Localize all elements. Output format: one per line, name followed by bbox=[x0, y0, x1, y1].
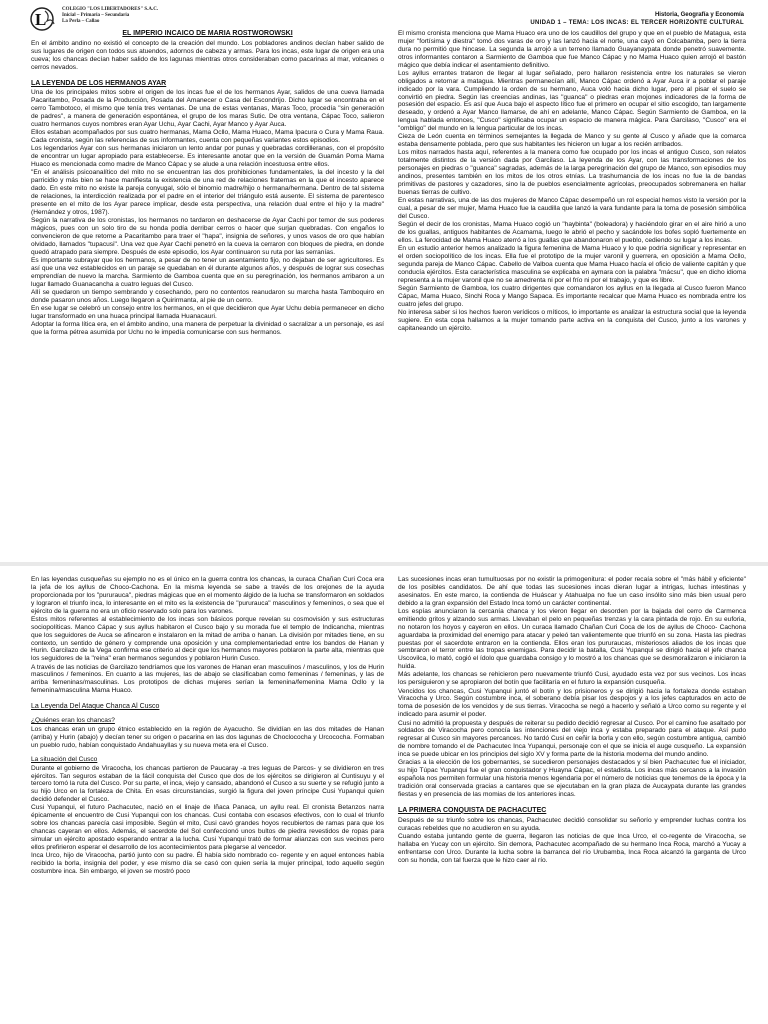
paragraph: "En el análisis psicoanalítico del mito no se encuentran las dos prohibiciones fundamentales, la del incesto y la del parricidio y más bien se hace manifiesta la existencia de una red de relaciones fraternas en la que el incesto aparece dado. En este mito no existe la pareja conyugal, sólo el binomio madre/hijo o hermana/hermana. Dentro de tal sistema de relaciones, la interdicción realizada por el padre en el interior del triángulo está ausente. El sistema de parentesco presente en el mito de los Ayar parece implicar, desde esta perspectiva, una relación dual entre el hijo y la madre" (Hernández y otros, 1987). bbox=[31, 169, 384, 216]
paragraph: A través de las noticias de Garcilazo tendríamos que los varones de Hanan eran masculinos / masculinos, y los de Hurin masculinos / femeninos. En cuanto a las mujeres, las de abajo se clasificaban como femeninas / femeninas, y las de arriba femeninas/masculinas. Los prototipos de dichas mujeres serían la femenina/femenina Mama Ocllo y la femenina/masculina Mama Huaco. bbox=[31, 663, 384, 695]
paragraph: Cusi Yupanqui, el futuro Pachacutec, nació en el linaje de Iñaca Panaca, un ayllu real. El cronista Betanzos narra épicamente el encuentro de Cusi Yupanqui con los chancas. Cusi contaba con escasos efectivos, con lo cual el triunfo sobre los chancas parecía casi imposible. Según el mito, Cusi cavó grandes hoyos recubiertos de ramas para que los chancas cayeran en ellos. Además, el sacerdote del Sol confeccionó unos bultos de piedra revestidos de ropas para simular un ejército apostado esperando entrar a la lucha. Cusi Yupanqui trató de formar alianzas con sus vecinos pero ellos prefirieron esperar el desarrollo de los acontecimientos para plegarse al vencedor. bbox=[31, 804, 384, 851]
unit-label: UNIDAD 1 – TEMA: LOS INCAS: EL TERCER HORIZONTE CULTURAL bbox=[530, 20, 744, 26]
document-title: EL IMPERIO INCAICO DE MARIA ROSTWOROWSKI bbox=[122, 30, 293, 37]
paragraph: Los mitos narrados hasta aquí, referentes a la manera como fue ocupado por los incas el antiguo Cusco, son relatos totalmente distintos de la versión dada por Garcilaso. La leyenda de los Ayar, con las transformaciones de los personajes en piedras o "guanca" sagradas, además de la larga peregrinación del grupo de Manco, son episodios muy andinos, presentes también en los mitos de los otros etnías. La trashumancia de los incas no fue la de bandas primitivas de pastores y cazadores, sino la de pueblos esencialmente agrícolas, preocupados sobremanera en hallar buenas tierras de cultivo. bbox=[398, 149, 746, 197]
paragraph: Más adelante, los chancas se rehicieron pero nuevamente triunfó Cusi, ayudado esta vez por sus vecinos. Los incas los persiguieron y se apropiaron del botín que facilitaría en el futuro la expansión cusqueña. bbox=[398, 671, 746, 687]
paragraph: Vencidos los chancas, Cusi Yupanqui juntó el botín y los prisioneros y se dirigió hacia la fortaleza donde estaban Viracocha y Urco. Según costumbre inca, el soberano debía pisar los despojos y a los jefes capturados en acto de toma de posesión de los vencidos y de sus tierras. Viracocha se negó a hacerlo y señaló a Urco como su regente y el indicado para asumir el poder. bbox=[398, 687, 746, 719]
subject-label: Historia, Geografía y Economía bbox=[654, 12, 744, 18]
paragraph: Los ayllus errantes trataron de llegar al lugar señalado, pero hallaron resistencia entre los naturales se vieron obligados a retornar a matagua. Mientras permanecían allí, Manco Cápac ordenó a Ayar Auca ir a poblar el paraje indicado por la vara. Cumpliendo la orden de su hermano, Auca voló hacia dicho lugar, pero al pisar el suelo se convirtió en piedra. Según las creencias andinas, las "guanca" o piedras eran mojones indicadores de la forma de posesión del espacio. Es así que Auca bajo el aspecto lítico fue el primero en ocupar el sitio escogido, tan largamente deseado, y ordenó a Ayar Manco llamarse, de ahí en adelante, Manco Cápac. Según Sarmiento de Gamboa, en la lengua hablada entonces, "Cusco" significaba ocupar un espacio de manera mágica. Para Garcilaso, "Cusco" era el "ombligo" del mundo en la lengua particular de los incas. bbox=[398, 69, 746, 133]
paragraph-list bbox=[31, 89, 384, 336]
school-logo-icon bbox=[30, 6, 60, 32]
page2-right-column bbox=[398, 576, 746, 1024]
section-heading: LA PRIMERA CONQUISTA DE PACHACUTEC bbox=[398, 806, 547, 814]
paragraph: Cusi no admitió la propuesta y después de reiterar su pedido decidió regresar al Cusco. Por el camino fue asaltado por soldados de Viracocha pero conocía las intenciones del viejo inca y estaba preparado para el ataque. Así pudo regresar al Cusco sin mayores percances. No tardó Cusi en ceñir la borla y con ello, según costumbre antigua, cambió de nombre tomando el de Pachacutec Inca Yupanqui, personaje con el que se inicia el auge cusqueño. La expansión inca se puede ubicar en los principios del siglo XV y forma parte de la historia moderna del mundo andino. bbox=[398, 719, 746, 759]
svg-text:L: L bbox=[35, 10, 47, 29]
paragraph: En el ámbito andino no existió el concepto de la creación del mundo. Los pobladores andinos decían haber salido de sus lugares de origen con todos sus atuendos, adornos de cabeza y armas. Para los incas, este lugar de origen era una cueva; los chancas decían haber salido de los lagunas mientras otros consideraban como pacarinas al mar, volcanes o cerros nevados. bbox=[31, 39, 384, 71]
paragraph: En un estudio anterior hemos analizado la figura femenina de Mama Huaco y lo que podría significar y representar en el orden sociopolítico de los incas. Ella fue el prototipo de la mujer varonil y guerrera, en oposición a Mama Ocllo, segunda pareja de Manco Cápac. Cabello de Valboa cuenta que Mama Huaco hacía el oficio de valiente capitán y que conducía ejércitos. Esta característica masculina se explicaba en aymara con la palabra "mácsu", que en dicho idioma representa a la mujer varonil que no se amedrenta ni por el frío ni por el trabajo, y que es libre. bbox=[398, 245, 746, 284]
paragraph: En estas narrativas, una de las dos mujeres de Manco Cápac desempeñó un rol especial hemos visto la versión por la cual, a pesar de ser mujer, Mama Huaco fue la caudilla que lanzó la vara fundante para la toma de posesión simbólica del Cusco. bbox=[398, 197, 746, 221]
paragraph: Gracias a la elección de los gobernantes, se sucedieron personajes destacados y sí bien Pachacutec fue el iniciador, su hijo Túpac Yupanqui fue el gran conquistador y Huayna Cápac, el estadista. Los incas más cercanos a la invasión española nos permiten formular una historia menos legendaria por el número de noticias que tenemos de la época y la tradición oral conservada gracias a cantares que se ejecutaban en la gran plaza de Aucaypata durante las grandes fiestas y en presencia de las momias de los anteriores incas. bbox=[398, 759, 746, 798]
school-line: Inicial – Primaria – Secundaria bbox=[62, 13, 130, 18]
page2-left-column bbox=[31, 576, 384, 1024]
paragraph: Las sucesiones incas eran tumultuosas por no existir la primogenitura: el poder recaía sobre el "más hábil y eficiente" de los posibles candidatos. De ahí que todas las sucesiones incas dieran lugar a intrigas, luchas intestinas y asesinatos. En este marco, la contienda de Huáscar y Atahualpa no fue un caso insólito sino más bien usual pero debido a la gran expansión del Estado Inca tomó un carácter continental. bbox=[398, 576, 746, 607]
paragraph-list bbox=[31, 765, 384, 876]
school-line: La Perla – Callao bbox=[62, 19, 100, 24]
section-heading: LA LEYENDA DE LOS HERMANOS AYAR bbox=[31, 79, 167, 87]
paragraph: Una de los principales mitos sobre el origen de los incas fue el de los hermanos Ayar, salidos de una cueva llamada Pacaritambo, Posada de la Producción, Posada del Amanecer o Casa del Escondrijo. Dicho lugar se encontraba en el cerro Tambotoco, el mismo que tenía tres ventanas. De una de estas ventanas, Maras Toco, procedía "sin generación de padres", a manera de generación espontánea, el grupo de los maras Sutic. De otra ventana, Cápac Toco, salieron cuatro hermanos cuyos nombres eran Ayar Uchu, Ayar Cachi, Ayar Manco y Ayar Auca. bbox=[31, 89, 384, 129]
paragraph: El mismo cronista menciona que Mama Huaco era uno de los caudillos del grupo y que en el pueblo de Matagua, esta mujer "fortísima y diestra" tomó dos varas de oro y las lanzó hacia el norte, una cayó en Colcabamba, pero la tierra dura no permitió que hincase. La segunda la arrojó a un terreno llamado Guayanaypata donde penetró suavemente. otros informantes contaron a Sarmiento de Gamboa que fue Manco Cápac y no Mama Huaco quien arrojó el bastón mágico que debía indicar el asentamiento definitivo. bbox=[398, 30, 746, 69]
paragraph: Adoptar la forma lítica era, en el ámbito andino, una manera de perpetuar la divinidad o sacralizar a un personaje, es así que la forma pétrea asumida por Uchu no le impedía comunicarse con sus hermanos. bbox=[31, 321, 384, 336]
page-2 bbox=[0, 566, 768, 1024]
paragraph: Estos mitos referentes al establecimiento de los incas son básicos porque revelan su cosmovisión y sus estructuras sociopolíticas. Manco Cápac y sus ayllus habitaron el Cusco bajo y su morada fue el templo de Indicancha, mientras que los seguidores de Auca se afincaron e instalaron en la mitad de arriba o hanan. La división por mitades tiene, en su contexto, un sentido de género y comprende una oposición y una complementariedad entre los bandos de Hanan y Hurin. Garcilazo de la Vega confirma ese criterio al decir que los hermanos mayores poblaron la parte alta, mientras que los seguidores de la "reina" eran hermanos segundos y poblaron Hurin Cusco. bbox=[31, 615, 384, 663]
paragraph-list bbox=[398, 576, 746, 799]
paragraph: No interesa saber si los hechos fueron verídicos o míticos, lo importante es analizar la estructura social que la leyenda sugiere. En esta copa hallamos a la mujer tomando parte activa en la conquista del Cusco, junto a los varones y capitaneando un ejército. bbox=[398, 309, 746, 332]
school-line: COLEGIO "LOS LIBERTADORES" S.A.C. bbox=[62, 7, 159, 12]
paragraph: Los espías anunciaron la cercanía chanca y los vieron llegar en desorden por la bajada del cerro de Carmenca emitiendo gritos y alzando sus armas. Llevaban el pelo en pequeñas trenzas y la cara pintada de rojo. En su euforia, no notaron los hoyos y cayeron en ellos. Un curaca llamado Chañan Curi Coca de los de ayllus de Choco- Cachona aguardaba la proximidad del enemigo para atacar y peleó tan valientemente que triunfó en su zona. Hasta las piedras puestas por el sacerdote entraron en la contienda. Ellos eran los pururaucas, misteriosos aliados de los incas que sembraron el terror entre las tropas enemigas. Para decidir la batalla, Cusi Yupanqui se dirigió hacia el jefe chanca Uscovilca, lo mató, cogió el ídolo que guardaba consigo y lo mostró a los chancas que se desmoralizaron e iniciaron la huida. bbox=[398, 607, 746, 671]
paragraph: Cieza de León cuenta en términos semejantes la llegada de Manco y su gente al Cusco y añade que la comarca estaba densamente poblada, pero que sus habitantes les hicieron un lugar a los recién arribados. bbox=[398, 133, 746, 149]
paragraph: Según Sarmiento de Gamboa, los cuatro dirigentes que comandaron los ayllus en la llegada al Cusco fueron Manco Cápac, Mama Huaco, Sinchi Roca y Mango Sapaca. Es importante recalcar que Mama Huaco es nombrada entre los cuatro jefes del grupo. bbox=[398, 285, 746, 308]
paragraph: Allí se quedaron un tiempo sembrando y cosechando, pero no contentos reanudaron su marcha hasta Tamboquiro en donde pasaron unos años. Luego llegaron a Quirirmanta, al pie de un cerro. bbox=[31, 288, 384, 304]
school-name bbox=[62, 7, 158, 25]
page1-left-column bbox=[31, 30, 384, 505]
page-header bbox=[30, 6, 746, 32]
paragraph: Según el decir de los cronistas, Mama Huaco cogió un "haybinta" (boleadora) y haciéndolo girar en el aire hirió a uno de los guallas, antiguos habitantes de Acamama, luego le abrió el pecho y sacándole los bofes sopló fuertemente en ellos. La ferocidad de Mama Huaco aterró a los guallas que abandonaron el pueblo, cediendo su lugar a los incas. bbox=[398, 221, 746, 245]
paragraph-list bbox=[31, 576, 384, 695]
paragraph: Es importante subrayar que los hermanos, a pesar de no tener un asentamiento fijo, no dejaban de ser agricultores. Es así que una vez establecidos en un paraje se quedaban en él durante algunos años, y después de lograr sus cosechas emprendían de nuevo la marcha. Sarmiento de Gamboa cuenta que en su peregrinación, los hermanos arribaron a un lugar llamado Guanacancha a cuatro leguas del Cusco. bbox=[31, 256, 384, 288]
paragraph-list bbox=[398, 817, 746, 865]
subsection-heading: ¿Quiénes eran los chancas? bbox=[31, 717, 115, 725]
paragraph: En ese lugar se celebró un consejo entre los hermanos, en el que decidieron que Ayar Uchu debía permanecer en dicho lugar transformado en una huaca principal llamada Huanacauri. bbox=[31, 304, 384, 320]
paragraph: En las leyendas cusqueñas su ejemplo no es el único en la guerra contra los chancas, la curaca Chañan Curi Coca era la jefa de los ayllus de Choco-Cachona. En la misma leyenda se sabe a través de los orejones de la ayuda proporcionada por los "pururauca", piedras mágicas que en el momento álgido de la lucha se transformaron en soldados y lograron el triunfo inca, lo interesante en el mito es la existencia de "pururauca" masculinos y femeninos, o sea que el ejército de la guerra no era un oficio reservado solo para los varones. bbox=[31, 576, 384, 615]
paragraph: Durante el gobierno de Viracocha, los chancas partieron de Paucaray -a tres leguas de Parcos- y se dividieron en tres ejércitos. Tan seguros estaban de la fácil conquista del Cusco que dos de los ejércitos se dirigieron al Cuntisuyu y el tercero tomó la ruta del Cusco. Por su parte, el inca, viejo y cansado, abandonó el Cusco a su suerte y se refugió junto a su hijo Urco en la fortaleza de Chita. En esas circunstancias, surgió la figura del joven príncipe Cusi Yupanqui quien decidió defender el Cusco. bbox=[31, 764, 384, 804]
paragraph: Después de su triunfo sobre los chancas, Pachacutec decidió consolidar su señorío y emprender luchas contra los curacas rebeldes que no acudieron en su ayuda. bbox=[398, 816, 746, 832]
subsection-heading: La situación del Cusco bbox=[31, 755, 98, 763]
section-heading: La Leyenda Del Ataque Chanca Al Cusco bbox=[31, 703, 160, 711]
header-right bbox=[530, 11, 744, 27]
paragraph: Inca Urco, hijo de Viracocha, partió junto con su padre. Él había sido nombrado co- regente y en aquel entonces había recibido la borla, insignia del poder, y ese mismo día se casó con quien sería la mujer principal, todo aquello según costumbre inca. Sin embargo, el joven se mostró poco bbox=[31, 852, 384, 875]
paragraph: Según la narrativa de los cronistas, los hermanos no tardaron en deshacerse de Ayar Cachi por temor de sus poderes mágicos, pues con un solo tiro de su honda podía derribar cerros o hacer que surjan quebradas. Con engaños lo convencieron de que retorne a Pacaritambo para traer el "hapa", insignia de señores, y unos vasos de oro que habían olvidado, llamados "tupacusi". Una vez que Ayar Cachi penetró en la cueva la cerraron con bloques de piedra, en donde quedó atrapado para siempre. Después de este episodio, los Ayar continuaron su ruta por las serranías. bbox=[31, 217, 384, 256]
paragraph-list bbox=[398, 30, 746, 333]
paragraph: Los legendarios Ayar con sus hermanas iniciaron un lento andar por punas y quebradas cordilleranas, con el propósito de encontrar un lugar apropiado para establecerse. Es interesante anotar que en la versión de Guamán Poma Mama Huaco es mencionada como madre de Manco Cápac y se alude a una relación incestuosa entre ellos. bbox=[31, 145, 384, 169]
paragraph: Los chancas eran un grupo étnico establecido en la región de Ayacucho. Se dividían en las dos mitades de Hanan (arriba) y Hurin (abajo) y decían tener su origen o pacarina en las dos lagunas de Choclococha y Urcococha. Formaban un pueblo rudo, habían conquistado Andahuayllas y su nueva meta era el Cusco. bbox=[31, 726, 384, 749]
paragraph: Cuando estaba juntando gente de guerra, llegaron las noticias de que Inca Urco, el co-regente de Viracocha, se hallaba en Yucay con un ejército. Sin demora, Pachacutec acompañado de su hermano Inca Roca, marchó a Yucay a enfrentarse con Urco. Durante la lucha sobre la barranca del río Urubamba, Inca Roca alcanzó la garganta de Urco con su honda, con tal fuerza que le hizo caer al río. bbox=[398, 832, 746, 864]
page1-right-column bbox=[398, 30, 746, 465]
paragraph: Ellos estaban acompañados por sus cuatro hermanas, Mama Ocllo, Mama Huaco, Mama Ipacura o Cura y Mama Raua. Cada cronista, según las referencias de sus informantes, cuenta con pequeñas variantes estos episodios. bbox=[31, 129, 384, 145]
